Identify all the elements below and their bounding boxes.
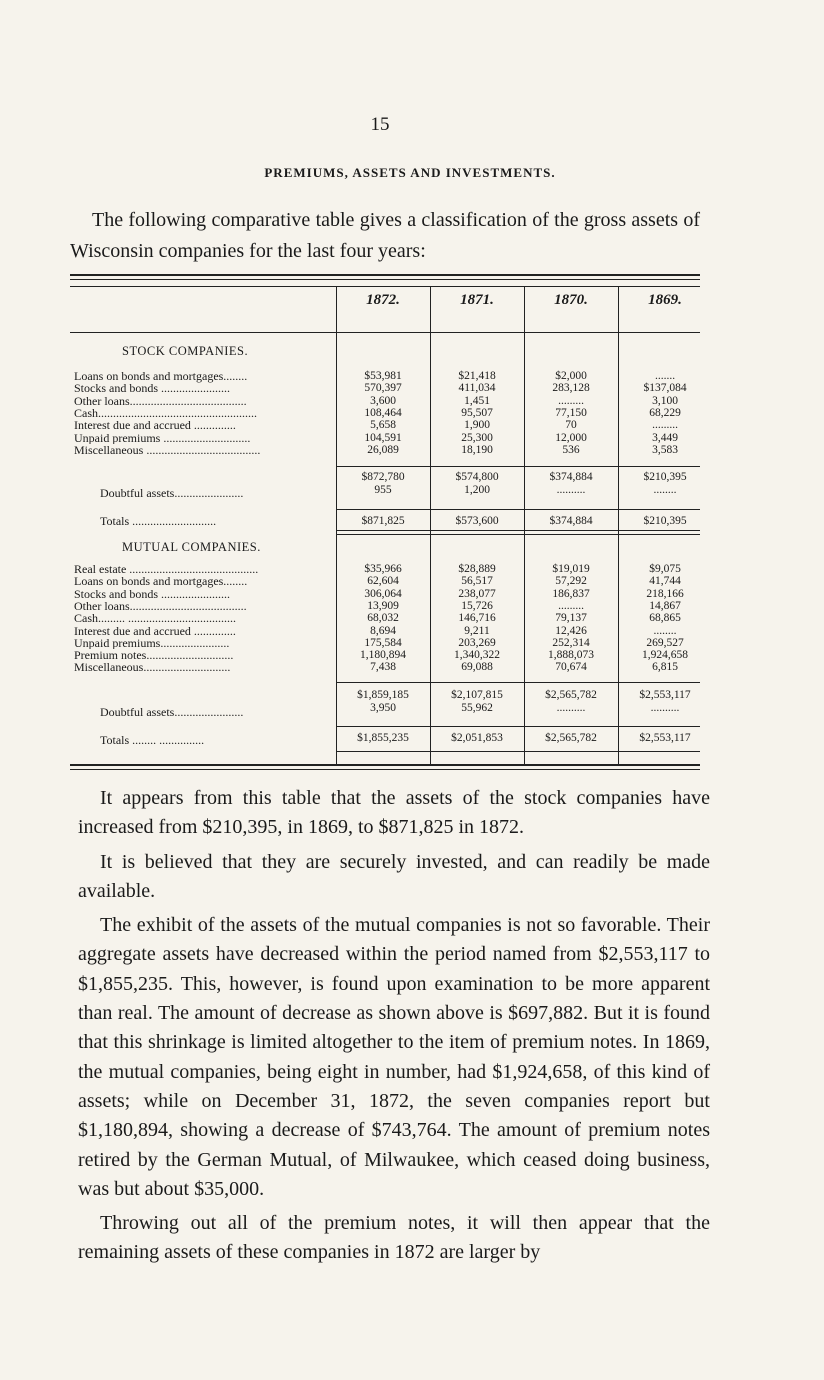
mutual-row-value-2: 146,716	[458, 612, 496, 625]
mutual-companies-heading: MUTUAL COMPANIES.	[122, 540, 261, 554]
mutual-row-value-1: 13,909	[367, 599, 399, 612]
stock-subtotal-2: $574,800	[455, 471, 499, 483]
mutual-row-value-1: 7,438	[370, 661, 396, 674]
stock-doubtful-1: 955	[374, 484, 392, 496]
intro-paragraph	[70, 205, 700, 267]
stock-companies-heading: STOCK COMPANIES.	[122, 344, 249, 358]
mutual-row-value-4: ........	[653, 624, 677, 637]
mutual-row-value-2: 1,340,322	[454, 649, 500, 662]
mutual-subtotal-2: $2,107,815	[451, 689, 503, 701]
mutual-subtotal-4: $2,553,117	[639, 689, 691, 701]
stock-doubtful-2: 1,200	[464, 484, 490, 496]
mutual-row-value-4: 14,867	[649, 599, 681, 612]
mutual-doubtful-3: ..........	[556, 702, 586, 714]
mutual-row-value-1: 62,604	[367, 575, 399, 588]
stock-totals-label: Totals ............................	[100, 515, 217, 528]
stock-row-label: Unpaid premiums .............................	[74, 431, 251, 444]
mutual-subtotal-1: $1,859,185	[357, 689, 409, 701]
mutual-row-value-2: 56,517	[461, 575, 493, 588]
stock-row-value-1: 3,600	[370, 394, 396, 407]
stock-row-value-4: 3,100	[652, 394, 678, 407]
mutual-row-label: Miscellaneous.............................	[74, 661, 231, 674]
mutual-row-value-2: 69,088	[461, 661, 493, 674]
stock-doubtful-label: Doubtful assets.......................	[100, 487, 244, 500]
mutual-row-value-4: $9,075	[649, 563, 681, 575]
mutual-row-value-3: 70,674	[555, 661, 587, 674]
stock-row-value-1: $53,981	[364, 370, 402, 382]
stock-row-label: Stocks and bonds .......................	[74, 382, 230, 395]
stock-doubtful-4: ........	[653, 484, 677, 496]
mutual-row-label: Real estate ...........................................	[74, 563, 259, 576]
stock-row-value-2: 25,300	[461, 431, 493, 444]
stock-row-value-1: 104,591	[364, 431, 402, 444]
mutual-row-value-3: 252,314	[552, 636, 590, 649]
mutual-doubtful-2: 55,962	[461, 702, 493, 714]
year-1870-header: 1870.	[554, 292, 588, 308]
stock-row-label: Loans on bonds and mortgages........	[74, 370, 248, 383]
mutual-row-value-3: .........	[558, 599, 584, 612]
stock-row-value-1: 5,658	[370, 419, 396, 432]
stock-row-value-4: 68,229	[649, 406, 681, 419]
mutual-totals-label: Totals ........ ...............	[100, 734, 205, 747]
stock-row-value-4: .......	[654, 370, 676, 382]
mutual-subtotal-3: $2,565,782	[545, 689, 597, 701]
stock-row-value-4: .........	[652, 419, 678, 432]
mutual-totals-2: $2,051,853	[451, 732, 503, 744]
mutual-row-value-3: 79,137	[555, 612, 587, 625]
stock-row-value-2: $21,418	[458, 370, 496, 382]
stock-row-value-4: 3,449	[652, 431, 678, 444]
stock-row-label: Cash.....................................................	[74, 406, 257, 420]
year-1871-header: 1871.	[460, 292, 494, 308]
mutual-row-value-1: 68,032	[367, 612, 399, 625]
stock-row-label: Interest due and accrued ..............	[74, 419, 236, 432]
section-title: PREMIUMS, ASSETS AND INVESTMENTS.	[264, 165, 556, 180]
mutual-row-label: Premium notes.............................	[74, 649, 234, 662]
paragraph-mutual-exhibit: The exhibit of the assets of the mutual companies is not so favorable. Their aggregate assets have decreased within the period named from $2,553,117 to $1,855,235. This, however, is found upon examination to be more apparent than real. The amount of decrease as shown above is $697,882. But it is found that this shrinkage is limited altogether to the item of premium notes. In 1869, the mutual companies, being eight in number, had $1,924,658, of this kind of assets; while on December 31, 1872, the seven companies report but $1,180,894, showing a decrease of $743,764. The amount of premium notes retired by the German Mutual, of Milwaukee, which ceased doing business, was but about $35,000.	[78, 914, 710, 1200]
stock-row-value-2: 411,034	[458, 382, 496, 395]
stock-subtotal-1: $872,780	[361, 471, 405, 483]
paragraph-securely-invested: It is believed that they are securely invested, and can readily be made available.	[78, 850, 710, 902]
stock-subtotal-4: $210,395	[643, 471, 687, 483]
mutual-row-value-4: 1,924,658	[642, 649, 688, 662]
stock-row-label: Other loans.......................................	[74, 394, 247, 408]
mutual-totals-3: $2,565,782	[545, 732, 597, 744]
stock-row-value-3: 536	[562, 443, 580, 456]
mutual-row-value-3: 12,426	[555, 624, 587, 637]
stock-row-value-3: 283,128	[552, 382, 590, 395]
paragraph-premium-notes: Throwing out all of the premium notes, it will then appear that the remaining assets of these companies in 1872 are larger by	[78, 1212, 710, 1264]
stock-totals-2: $573,600	[455, 515, 499, 527]
intro-text: The following comparative table gives a classification of the gross assets of Wisconsin companies for the last four years:	[70, 209, 700, 262]
year-1872-header: 1872.	[366, 292, 400, 308]
stock-row-value-4: $137,084	[643, 382, 687, 395]
mutual-totals-4: $2,553,117	[639, 732, 691, 744]
mutual-row-value-2: 238,077	[458, 587, 496, 600]
mutual-row-value-3: 186,837	[552, 587, 590, 600]
paragraph-stock-increase: It appears from this table that the assets of the stock companies have increased from $210,395, in 1869, to $871,825 in 1872.	[78, 787, 710, 839]
stock-row-value-1: 108,464	[364, 406, 402, 419]
stock-row-value-3: 77,150	[555, 406, 587, 419]
mutual-row-value-3: 57,292	[555, 575, 587, 588]
stock-subtotal-3: $374,884	[549, 471, 593, 483]
mutual-row-value-1: 1,180,894	[360, 649, 406, 662]
stock-row-value-4: 3,583	[652, 443, 678, 456]
stock-totals-4: $210,395	[643, 515, 687, 527]
stock-row-value-1: 26,089	[367, 443, 399, 456]
page-number: 15	[370, 114, 390, 135]
mutual-row-label: Stocks and bonds .......................	[74, 587, 230, 601]
mutual-row-value-4: 68,865	[649, 612, 681, 625]
mutual-row-label: Cash......... ....................................	[74, 612, 236, 625]
mutual-row-value-4: 6,815	[652, 661, 678, 674]
mutual-row-value-1: 306,064	[364, 587, 402, 600]
mutual-row-label: Unpaid premiums.......................	[74, 636, 230, 650]
body-text	[78, 784, 710, 1273]
stock-row-label: Miscellaneous ......................................	[74, 443, 261, 457]
mutual-row-label: Loans on bonds and mortgages........	[74, 575, 248, 588]
mutual-row-value-2: 15,726	[461, 599, 493, 612]
mutual-row-value-4: 269,527	[646, 636, 684, 649]
mutual-doubtful-1: 3,950	[370, 702, 396, 714]
stock-row-value-2: 1,900	[464, 419, 490, 432]
stock-row-value-1: 570,397	[364, 382, 402, 395]
stock-row-value-3: $2,000	[555, 370, 587, 382]
assets-table	[70, 274, 700, 774]
stock-totals-3: $374,884	[549, 515, 593, 527]
mutual-row-value-1: 175,584	[364, 636, 402, 649]
mutual-row-value-3: 1,888,073	[548, 649, 594, 662]
mutual-row-value-4: 218,166	[646, 587, 684, 600]
mutual-doubtful-label: Doubtful assets.......................	[100, 706, 244, 719]
mutual-totals-1: $1,855,235	[357, 732, 409, 744]
stock-totals-1: $871,825	[361, 515, 405, 527]
mutual-row-value-1: 8,694	[370, 624, 396, 637]
mutual-row-value-2: $28,889	[458, 563, 496, 575]
mutual-row-value-2: 203,269	[458, 636, 496, 649]
mutual-row-label: Interest due and accrued ..............	[74, 624, 236, 637]
stock-row-value-2: 1,451	[464, 394, 490, 407]
stock-row-value-3: .........	[558, 394, 584, 407]
mutual-row-value-1: $35,966	[364, 563, 402, 575]
mutual-doubtful-4: ..........	[650, 702, 680, 714]
year-1869-header: 1869.	[648, 292, 682, 308]
mutual-row-value-3: $19,019	[552, 563, 590, 575]
mutual-row-label: Other loans.......................................	[74, 599, 247, 613]
stock-row-value-3: 70	[565, 419, 577, 432]
stock-row-value-2: 18,190	[461, 443, 493, 456]
stock-row-value-3: 12,000	[555, 431, 587, 444]
mutual-row-value-2: 9,211	[464, 624, 490, 637]
stock-row-value-2: 95,507	[461, 406, 493, 419]
stock-doubtful-3: ..........	[556, 484, 586, 496]
mutual-row-value-4: 41,744	[649, 575, 681, 588]
